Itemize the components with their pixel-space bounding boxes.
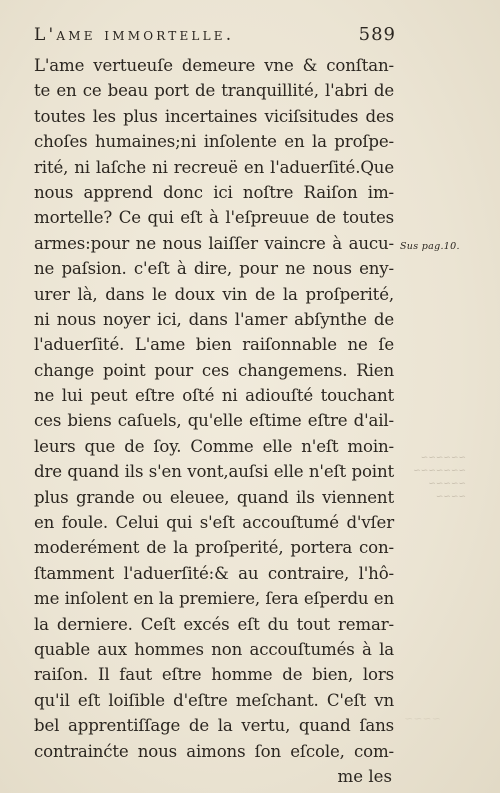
text-line: L'ame vertueuſe demeure vne & conſtan- (34, 56, 394, 75)
text-line: me inſolent en la premiere, ſera eſperdu en (34, 589, 394, 609)
text-line: ne paſsion. c'eſt à dire, pour ne nous eny- (34, 259, 394, 279)
text-line: quable aux hommes non accouſtumés à la (34, 639, 394, 659)
text-line: leurs que de ſoy. Comme elle n'eſt moin- (34, 436, 394, 456)
body-text (34, 53, 394, 789)
text-line: ne lui peut eſtre oſté ni adiouſté touchant (34, 386, 394, 406)
text-line: raiſon. Il faut eſtre homme de bien, lors (34, 665, 394, 685)
text-line: mortelle? Ce qui eſt à l'eſpreuue de toutes (34, 208, 394, 228)
text-line: change point pour ces changemens. Rien (34, 360, 394, 380)
page-header (34, 24, 396, 50)
text-line: moderément de la proſperité, portera con- (34, 538, 394, 558)
text-line: bel apprentiſſage de la vertu, quand ſans (34, 716, 394, 736)
bleed-through-mark-bottom: ~~~~ (404, 712, 441, 725)
text-line: l'aduerſité. L'ame bien raiſonnable ne ſe (34, 335, 394, 355)
text-line: ni nous noyer ici, dans l'amer abſynthe de (34, 309, 394, 329)
text-line: plus grande ou eleuee, quand ils viennent (34, 487, 394, 507)
text-line: rité, ni laſche ni recreuë en l'aduerſité.Que (34, 157, 394, 177)
text-line: qu'il eſt loiſible d'eſtre meſchant. C'eſt vn (34, 690, 394, 710)
text-line: nous apprend donc ici noſtre Raiſon im- (34, 182, 394, 202)
text-line: ces biens caſuels, qu'elle eſtime eſtre d'ail- (34, 411, 394, 431)
text-line: ſtamment l'aduerſité:& au contraire, l'hô- (34, 563, 394, 583)
text-line: urer là, dans le doux vin de la proſperité, (34, 284, 394, 304)
bleed-through-marks: ~~~~~~ ~~~~~~~ ~~~~~ ~~~~ (413, 453, 466, 502)
text-line: choſes humaines;ni inſolente en la proſpe- (34, 132, 394, 152)
text-line: contrainćte nous aimons ſon eſcole, com- (34, 741, 394, 761)
text-line: armes:pour ne nous laiſſer vaincre à aucu- (34, 233, 394, 253)
page-number: 589 (358, 24, 396, 45)
text-line: te en ce beau port de tranquillité, l'abri de (34, 81, 394, 101)
text-line: en foule. Celui qui s'eſt accouſtumé d'vſer (34, 513, 394, 533)
text-line: dre quand ils s'en vont,auſsi elle n'eſt point (34, 462, 394, 482)
text-line: la derniere. Ceſt excés eſt du tout remar- (34, 614, 394, 634)
text-line: toutes les plus incertaines viciſsitudes des (34, 106, 394, 126)
catchword: me les (337, 766, 392, 786)
running-title: L'ame immortelle. (34, 25, 235, 45)
marginal-note: Sus pag.10. (400, 241, 460, 252)
